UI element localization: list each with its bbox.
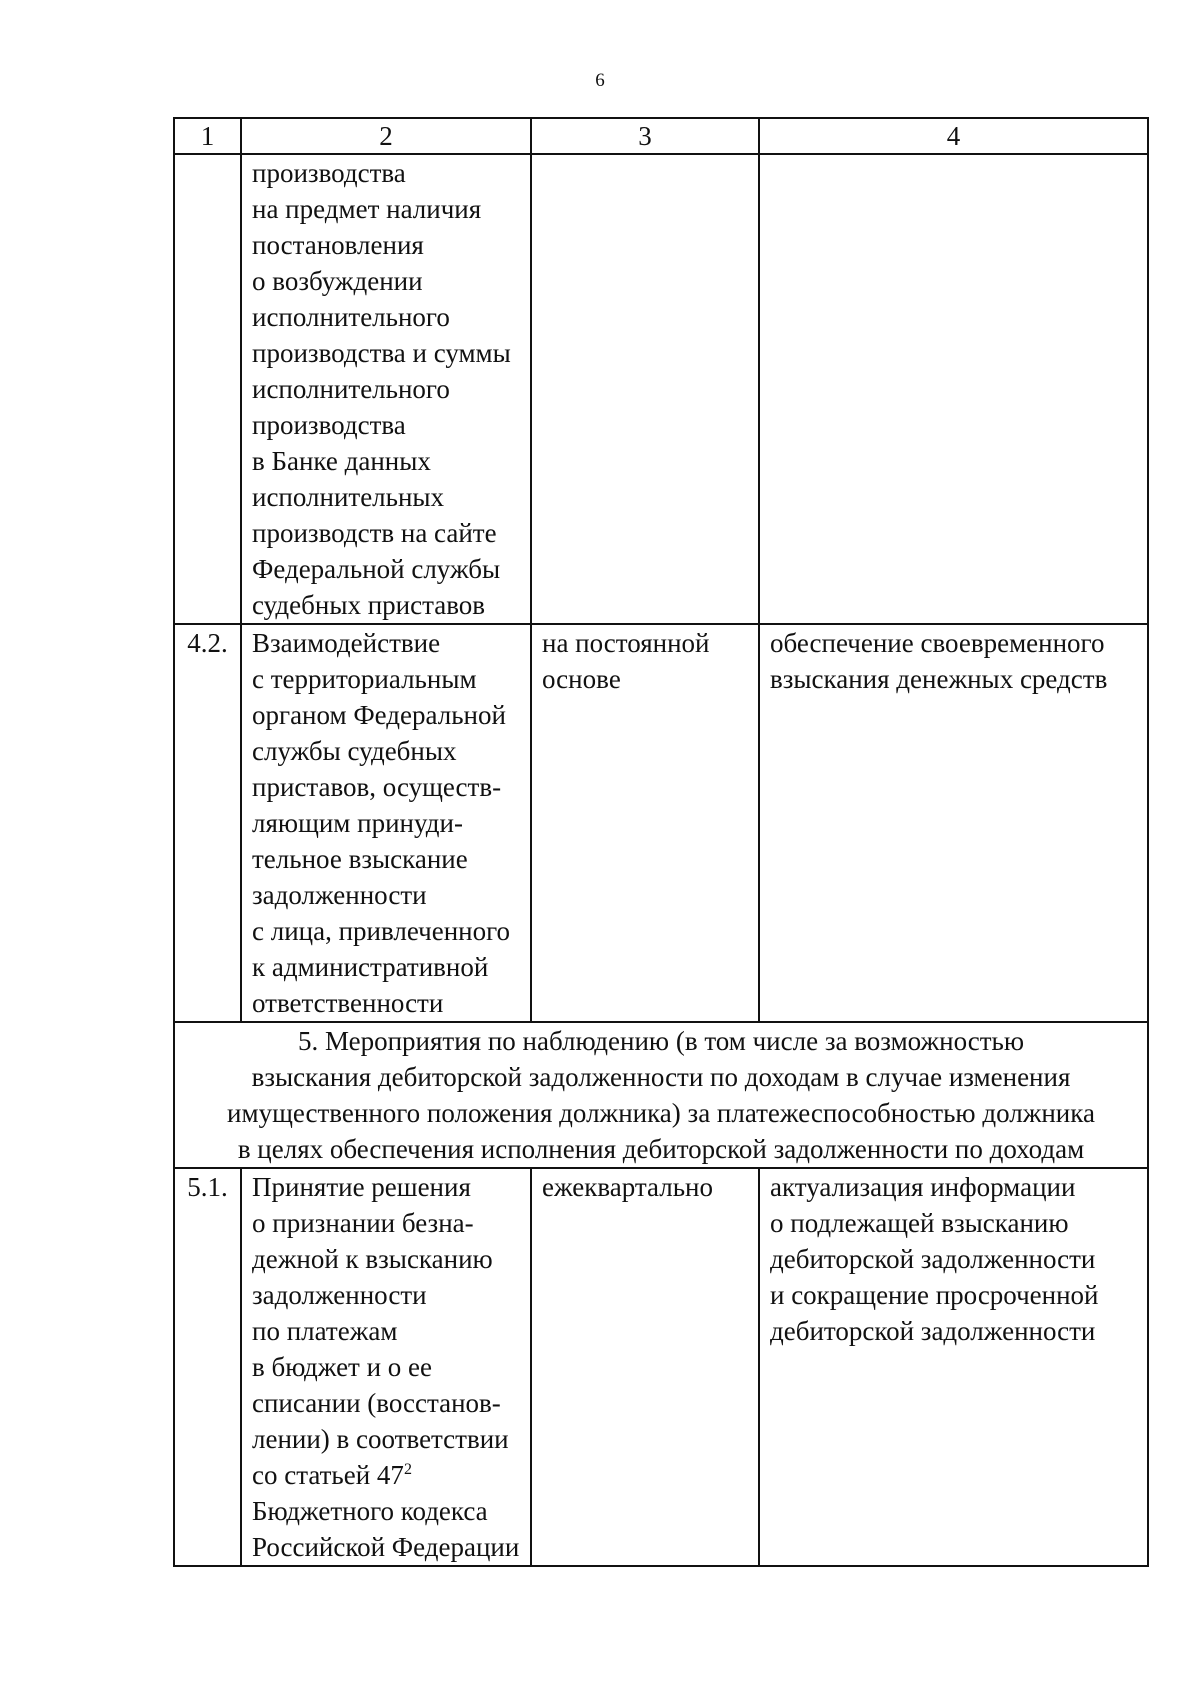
action-tail-text: Бюджетного кодекса Российской Федерации — [252, 1496, 520, 1562]
table-row — [174, 624, 1148, 1022]
table-row — [174, 1168, 1148, 1566]
term-cell: ежеквартально — [531, 1168, 759, 1566]
row-number — [174, 154, 241, 624]
term-cell — [531, 154, 759, 624]
term-cell: на постоянной основe — [531, 624, 759, 1022]
action-article-text: со статьей 47 — [252, 1460, 404, 1490]
measures-table — [173, 117, 1149, 1567]
section-row — [174, 1022, 1148, 1168]
header-col-2: 2 — [241, 118, 531, 154]
section-heading: 5. Мероприятия по наблюдению (в том числе за возможностью взыскания дебиторской задолженности по доходам в случае изменения имущественного положения должника) за платежеспособностью должника в целях обеспечения исполнения дебиторской задолженности по доходам — [174, 1022, 1148, 1168]
result-cell: обеспечение своевременного взыскания денежных средств — [759, 624, 1148, 1022]
row-number: 5.1. — [174, 1168, 241, 1566]
action-text: Принятие решения о признании безна- дежной к взысканию задолженности по платежам в бюджет и о ее списании (восстанов- лении) в соответствии — [252, 1172, 509, 1454]
article-superscript: 2 — [403, 1461, 412, 1478]
result-cell — [759, 154, 1148, 624]
result-cell: актуализация информации о подлежащей взысканию дебиторской задолженности и сокращение просроченной дебиторской задолженности — [759, 1168, 1148, 1566]
row-number: 4.2. — [174, 624, 241, 1022]
action-cell — [241, 1168, 531, 1566]
action-cell: Взаимодействие с территориальным органом Федеральной службы судебных приставов, осуществ- ляющим принуди- тельное взыскание задолженности с лица, привлеченного к административной ответственности — [241, 624, 531, 1022]
table-header-row — [174, 118, 1148, 154]
header-col-3: 3 — [531, 118, 759, 154]
table-row — [174, 154, 1148, 624]
page-number: 6 — [595, 70, 605, 91]
header-col-1: 1 — [174, 118, 241, 154]
action-cell: производства на предмет наличия постановления о возбуждении исполнительного производства и суммы исполнительного производства в Банке данных исполнительных производств на сайте Федеральной службы судебных приставов — [241, 154, 531, 624]
action-article-line — [252, 1457, 520, 1493]
header-col-4: 4 — [759, 118, 1148, 154]
